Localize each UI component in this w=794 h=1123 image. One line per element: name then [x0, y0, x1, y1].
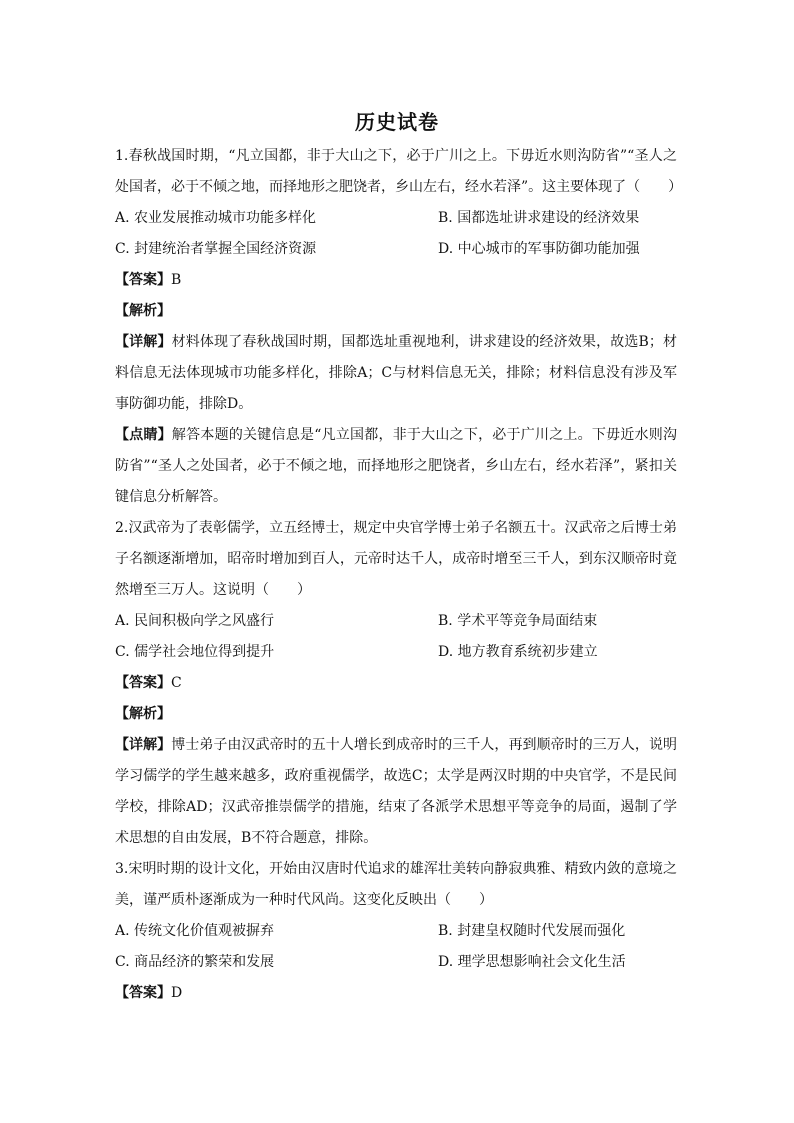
- question-stem: 2.汉武帝为了表彰儒学，立五经博士，规定中央官学博士弟子名额五十。汉武帝之后博士弟子名额逐渐增加，昭帝时增加到百人，元帝时达千人，成帝时增至三千人，到东汉顺帝时竟然增至三万人。这说明（ ）: [115, 520, 677, 598]
- options-row: [115, 637, 677, 668]
- analysis-line: [115, 699, 677, 730]
- detail-paragraph: [115, 730, 677, 854]
- option-b: B. 国都选址讲求建设的经济效果: [438, 210, 640, 226]
- options-row: [115, 916, 677, 947]
- detail-tag: 【详解】: [115, 737, 172, 753]
- question-stem: 1.春秋战国时期，“凡立国都，非于大山之下，必于广川之上。下毋近水则沟防省”“圣人之处国者，必于不倾之地，而择地形之肥饶者，乡山左右，经水若泽”。这主要体现了（ ）: [115, 148, 683, 195]
- question-3: [115, 854, 677, 1009]
- answer-line: [115, 668, 677, 699]
- option-d: D. 地方教育系统初步建立: [438, 644, 598, 660]
- option-a: A. 农业发展推动城市功能多样化: [115, 210, 317, 226]
- detail-tag: 【详解】: [115, 334, 172, 350]
- option-d: D. 中心城市的军事防御功能加强: [438, 241, 640, 257]
- options-row: [115, 947, 677, 978]
- option-c: C. 儒学社会地位得到提升: [115, 644, 275, 660]
- option-a: A. 民间积极向学之风盛行: [115, 613, 275, 629]
- answer-value: D: [171, 985, 183, 1001]
- option-c: C. 封建统治者掌握全国经济资源: [115, 241, 317, 257]
- analysis-line: [115, 296, 677, 327]
- question-1: [115, 141, 683, 513]
- analysis-tag: 【解析】: [115, 706, 171, 722]
- question-stem: 3.宋明时期的设计文化，开始由汉唐时代追求的雄浑壮美转向静寂典雅、精致内敛的意境之美，谨严质朴逐渐成为一种时代风尚。这变化反映出（ ）: [115, 861, 677, 908]
- answer-value: C: [171, 675, 182, 691]
- question-2: [115, 513, 677, 854]
- answer-tag: 【答案】: [115, 272, 171, 288]
- option-b: B. 学术平等竞争局面结束: [438, 613, 598, 629]
- page-title: 历史试卷: [355, 110, 439, 134]
- option-a: A. 传统文化价值观被摒弃: [115, 923, 275, 939]
- detail-text: 博士弟子由汉武帝时的五十人增长到成帝时的三千人，再到顺帝时的三万人，说明学习儒学的学生越来越多，政府重视儒学，故选C；太学是两汉时期的中央官学，不是民间学校，排除AD；汉武帝推崇儒学的措施，结束了各派学术思想平等竞争的局面，遏制了学术思想的自由发展，B不符合题意，排除。: [115, 737, 678, 846]
- point-paragraph: [115, 420, 677, 513]
- option-b: B. 封建皇权随时代发展而强化: [438, 923, 626, 939]
- point-text: 解答本题的关键信息是“凡立国都，非于大山之下，必于广川之上。下毋近水则沟防省”“圣人之处国者，必于不倾之地，而择地形之肥饶者，乡山左右，经水若泽”，紧扣关键信息分析解答。: [115, 427, 678, 505]
- exam-content: [115, 141, 683, 1009]
- options-row: [115, 606, 677, 637]
- answer-line: [115, 978, 677, 1009]
- detail-text: 材料体现了春秋战国时期，国都选址重视地利，讲求建设的经济效果，故选B；材料信息无法体现城市功能多样化，排除A；C与材料信息无关，排除；材料信息没有涉及军事防御功能，排除D。: [115, 334, 677, 412]
- option-d: D. 理学思想影响社会文化生活: [438, 954, 626, 970]
- answer-tag: 【答案】: [115, 985, 171, 1001]
- point-tag: 【点睛】: [115, 427, 172, 443]
- option-c: C. 商品经济的繁荣和发展: [115, 954, 275, 970]
- answer-tag: 【答案】: [115, 675, 171, 691]
- answer-line: [115, 265, 677, 296]
- detail-paragraph: [115, 327, 677, 420]
- answer-value: B: [171, 272, 182, 288]
- options-row: [115, 203, 677, 234]
- analysis-tag: 【解析】: [115, 303, 171, 319]
- options-row: [115, 234, 677, 265]
